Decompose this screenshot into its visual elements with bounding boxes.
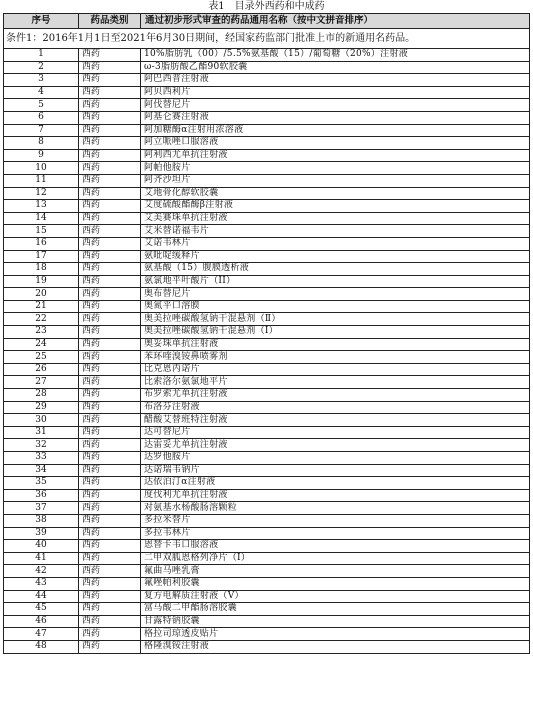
row-category: 西药 xyxy=(79,577,141,590)
table-row xyxy=(4,577,530,590)
table-row xyxy=(4,61,530,74)
row-number: 20 xyxy=(4,288,79,301)
table-row xyxy=(4,74,530,87)
row-category: 西药 xyxy=(79,326,141,339)
row-category: 西药 xyxy=(79,590,141,603)
row-drug-name: 奥美拉唑碳酸氢钠干混悬剂（Ⅰ） xyxy=(141,326,530,339)
header-row xyxy=(4,14,530,29)
row-category: 西药 xyxy=(79,351,141,364)
row-drug-name: 达诺瑞韦钠片 xyxy=(141,464,530,477)
row-number: 39 xyxy=(4,527,79,540)
table-row xyxy=(4,137,530,150)
row-drug-name: 多拉米替片 xyxy=(141,514,530,527)
row-drug-name: 多拉韦林片 xyxy=(141,527,530,540)
row-number: 47 xyxy=(4,628,79,641)
condition-text: 条件1：2016年1月1日至2021年6月30日期间，经国家药监部门批准上市的新通用名药品。 xyxy=(4,29,530,49)
row-number: 12 xyxy=(4,187,79,200)
row-number: 26 xyxy=(4,363,79,376)
row-category: 西药 xyxy=(79,489,141,502)
row-category: 西药 xyxy=(79,237,141,250)
table-row xyxy=(4,237,530,250)
row-number: 17 xyxy=(4,250,79,263)
row-number: 38 xyxy=(4,514,79,527)
table-row xyxy=(4,527,530,540)
row-number: 25 xyxy=(4,351,79,364)
table-row xyxy=(4,99,530,112)
row-number: 35 xyxy=(4,477,79,490)
row-number: 27 xyxy=(4,376,79,389)
table-row xyxy=(4,225,530,238)
row-number: 21 xyxy=(4,300,79,313)
row-category: 西药 xyxy=(79,250,141,263)
row-drug-name: 甘露特钠胶囊 xyxy=(141,615,530,628)
row-drug-name: 阿立哌唑口服溶液 xyxy=(141,137,530,150)
table-row xyxy=(4,300,530,313)
row-drug-name: 氨基酸（15）腹膜透析液 xyxy=(141,263,530,276)
table-row xyxy=(4,313,530,326)
table-row xyxy=(4,401,530,414)
table-row xyxy=(4,174,530,187)
row-drug-name: 艾地骨化醇软胶囊 xyxy=(141,187,530,200)
row-number: 28 xyxy=(4,389,79,402)
row-drug-name: 氟曲马唑乳膏 xyxy=(141,565,530,578)
row-number: 13 xyxy=(4,200,79,213)
drug-list-table xyxy=(3,13,530,654)
table-row xyxy=(4,250,530,263)
row-drug-name: 度伐利尤单抗注射液 xyxy=(141,489,530,502)
row-number: 6 xyxy=(4,111,79,124)
row-category: 西药 xyxy=(79,338,141,351)
row-drug-name: 二甲双胍恩格列净片（Ⅰ） xyxy=(141,552,530,565)
row-drug-name: ω-3脂肪酸乙酯90软胶囊 xyxy=(141,61,530,74)
table-row xyxy=(4,640,530,653)
row-category: 西药 xyxy=(79,111,141,124)
row-category: 西药 xyxy=(79,452,141,465)
row-category: 西药 xyxy=(79,376,141,389)
table-row xyxy=(4,338,530,351)
row-category: 西药 xyxy=(79,464,141,477)
row-number: 10 xyxy=(4,162,79,175)
table-row xyxy=(4,414,530,427)
row-number: 37 xyxy=(4,502,79,515)
table-row xyxy=(4,502,530,515)
row-drug-name: 达依泊汀α注射液 xyxy=(141,477,530,490)
table-row xyxy=(4,489,530,502)
table-row xyxy=(4,426,530,439)
row-number: 16 xyxy=(4,237,79,250)
row-category: 西药 xyxy=(79,313,141,326)
table-row xyxy=(4,628,530,641)
header-number: 序号 xyxy=(4,14,79,29)
row-number: 33 xyxy=(4,452,79,465)
row-number: 23 xyxy=(4,326,79,339)
row-category: 西药 xyxy=(79,439,141,452)
row-drug-name: 恩替卡韦口服溶液 xyxy=(141,540,530,553)
table-row xyxy=(4,439,530,452)
row-drug-name: 格拉司琼透皮贴片 xyxy=(141,628,530,641)
table-row xyxy=(4,452,530,465)
row-number: 24 xyxy=(4,338,79,351)
row-number: 40 xyxy=(4,540,79,553)
row-category: 西药 xyxy=(79,628,141,641)
row-category: 西药 xyxy=(79,212,141,225)
row-drug-name: 艾米替诺福韦片 xyxy=(141,225,530,238)
row-category: 西药 xyxy=(79,124,141,137)
row-drug-name: 醋酸艾替班特注射液 xyxy=(141,414,530,427)
row-number: 48 xyxy=(4,640,79,653)
row-category: 西药 xyxy=(79,300,141,313)
table-row xyxy=(4,389,530,402)
row-drug-name: 阿帕他胺片 xyxy=(141,162,530,175)
row-category: 西药 xyxy=(79,149,141,162)
table-row xyxy=(4,351,530,364)
table-row xyxy=(4,212,530,225)
row-drug-name: 氟唑帕利胶囊 xyxy=(141,577,530,590)
row-drug-name: 艾诺韦林片 xyxy=(141,237,530,250)
row-drug-name: 奥布替尼片 xyxy=(141,288,530,301)
row-number: 44 xyxy=(4,590,79,603)
table-row xyxy=(4,552,530,565)
row-category: 西药 xyxy=(79,414,141,427)
table-row xyxy=(4,376,530,389)
drug-rows xyxy=(4,49,530,654)
row-drug-name: 阿基仑赛注射液 xyxy=(141,111,530,124)
row-drug-name: 奥氮平口溶膜 xyxy=(141,300,530,313)
row-drug-name: 苯环喹溴铵鼻喷雾剂 xyxy=(141,351,530,364)
row-number: 9 xyxy=(4,149,79,162)
table-row xyxy=(4,187,530,200)
row-category: 西药 xyxy=(79,74,141,87)
table-row xyxy=(4,603,530,616)
row-drug-name: 10%脂肪乳（00）/5.5%氨基酸（15）/葡萄糖（20%）注射液 xyxy=(141,49,530,62)
table-row xyxy=(4,590,530,603)
table-row xyxy=(4,149,530,162)
row-number: 32 xyxy=(4,439,79,452)
row-number: 29 xyxy=(4,401,79,414)
table-row xyxy=(4,200,530,213)
row-category: 西药 xyxy=(79,137,141,150)
row-drug-name: 布洛芬注射液 xyxy=(141,401,530,414)
row-drug-name: 氨氯地平叶酸片（II） xyxy=(141,275,530,288)
table-row xyxy=(4,514,530,527)
row-number: 42 xyxy=(4,565,79,578)
row-number: 3 xyxy=(4,74,79,87)
row-number: 2 xyxy=(4,61,79,74)
table-row xyxy=(4,111,530,124)
row-category: 西药 xyxy=(79,502,141,515)
row-drug-name: 奥美拉唑碳酸氢钠干混悬剂（Ⅱ） xyxy=(141,313,530,326)
row-number: 11 xyxy=(4,174,79,187)
row-number: 18 xyxy=(4,263,79,276)
row-drug-name: 富马酸二甲酯肠溶胶囊 xyxy=(141,603,530,616)
row-drug-name: 复方电解质注射液（Ⅴ） xyxy=(141,590,530,603)
row-number: 22 xyxy=(4,313,79,326)
row-drug-name: 艾美赛珠单抗注射液 xyxy=(141,212,530,225)
row-category: 西药 xyxy=(79,527,141,540)
row-category: 西药 xyxy=(79,99,141,112)
row-drug-name: 阿贝西利片 xyxy=(141,86,530,99)
table-row xyxy=(4,86,530,99)
row-drug-name: 比索洛尔氨氯地平片 xyxy=(141,376,530,389)
row-category: 西药 xyxy=(79,288,141,301)
row-category: 西药 xyxy=(79,61,141,74)
row-drug-name: 艾度硫酸酯酶β注射液 xyxy=(141,200,530,213)
row-category: 西药 xyxy=(79,225,141,238)
row-number: 7 xyxy=(4,124,79,137)
row-category: 西药 xyxy=(79,86,141,99)
table-row xyxy=(4,288,530,301)
row-category: 西药 xyxy=(79,363,141,376)
row-drug-name: 格隆溴铵注射液 xyxy=(141,640,530,653)
condition-row xyxy=(4,29,530,49)
table-row xyxy=(4,275,530,288)
row-number: 8 xyxy=(4,137,79,150)
table-row xyxy=(4,540,530,553)
row-category: 西药 xyxy=(79,565,141,578)
row-category: 西药 xyxy=(79,162,141,175)
row-drug-name: 阿伐替尼片 xyxy=(141,99,530,112)
row-drug-name: 阿齐沙坦片 xyxy=(141,174,530,187)
row-number: 45 xyxy=(4,603,79,616)
row-number: 4 xyxy=(4,86,79,99)
row-category: 西药 xyxy=(79,477,141,490)
row-drug-name: 对氨基水杨酸肠溶颗粒 xyxy=(141,502,530,515)
row-category: 西药 xyxy=(79,640,141,653)
row-number: 41 xyxy=(4,552,79,565)
row-category: 西药 xyxy=(79,552,141,565)
table-row xyxy=(4,363,530,376)
row-drug-name: 阿加糖酶α注射用浓溶液 xyxy=(141,124,530,137)
row-category: 西药 xyxy=(79,426,141,439)
row-category: 西药 xyxy=(79,401,141,414)
row-number: 30 xyxy=(4,414,79,427)
table-row xyxy=(4,49,530,62)
header-category: 药品类别 xyxy=(79,14,141,29)
row-category: 西药 xyxy=(79,514,141,527)
row-drug-name: 阿利西尤单抗注射液 xyxy=(141,149,530,162)
row-category: 西药 xyxy=(79,615,141,628)
row-category: 西药 xyxy=(79,603,141,616)
row-number: 34 xyxy=(4,464,79,477)
row-drug-name: 达雷妥尤单抗注射液 xyxy=(141,439,530,452)
row-drug-name: 达罗他胺片 xyxy=(141,452,530,465)
row-drug-name: 奥妥珠单抗注射液 xyxy=(141,338,530,351)
row-category: 西药 xyxy=(79,389,141,402)
row-number: 15 xyxy=(4,225,79,238)
row-category: 西药 xyxy=(79,174,141,187)
row-category: 西药 xyxy=(79,540,141,553)
row-number: 36 xyxy=(4,489,79,502)
row-drug-name: 阿巴西普注射液 xyxy=(141,74,530,87)
row-category: 西药 xyxy=(79,275,141,288)
table-row xyxy=(4,477,530,490)
row-number: 1 xyxy=(4,49,79,62)
row-category: 西药 xyxy=(79,200,141,213)
table-row xyxy=(4,464,530,477)
table-row xyxy=(4,162,530,175)
table-row xyxy=(4,124,530,137)
row-category: 西药 xyxy=(79,187,141,200)
row-number: 5 xyxy=(4,99,79,112)
row-number: 43 xyxy=(4,577,79,590)
row-category: 西药 xyxy=(79,263,141,276)
table-row xyxy=(4,326,530,339)
row-category: 西药 xyxy=(79,49,141,62)
row-number: 14 xyxy=(4,212,79,225)
table-caption: 表1 目录外西药和中成药 xyxy=(208,1,325,12)
table-row xyxy=(4,565,530,578)
table-row xyxy=(4,615,530,628)
row-drug-name: 达可替尼片 xyxy=(141,426,530,439)
header-drug-name: 通过初步形式审查的药品通用名称（按中文拼音排序） xyxy=(141,14,530,29)
row-drug-name: 布罗索尤单抗注射液 xyxy=(141,389,530,402)
row-number: 31 xyxy=(4,426,79,439)
row-drug-name: 氨吡啶缓释片 xyxy=(141,250,530,263)
row-drug-name: 比克恩丙诺片 xyxy=(141,363,530,376)
table-row xyxy=(4,263,530,276)
row-number: 46 xyxy=(4,615,79,628)
row-number: 19 xyxy=(4,275,79,288)
